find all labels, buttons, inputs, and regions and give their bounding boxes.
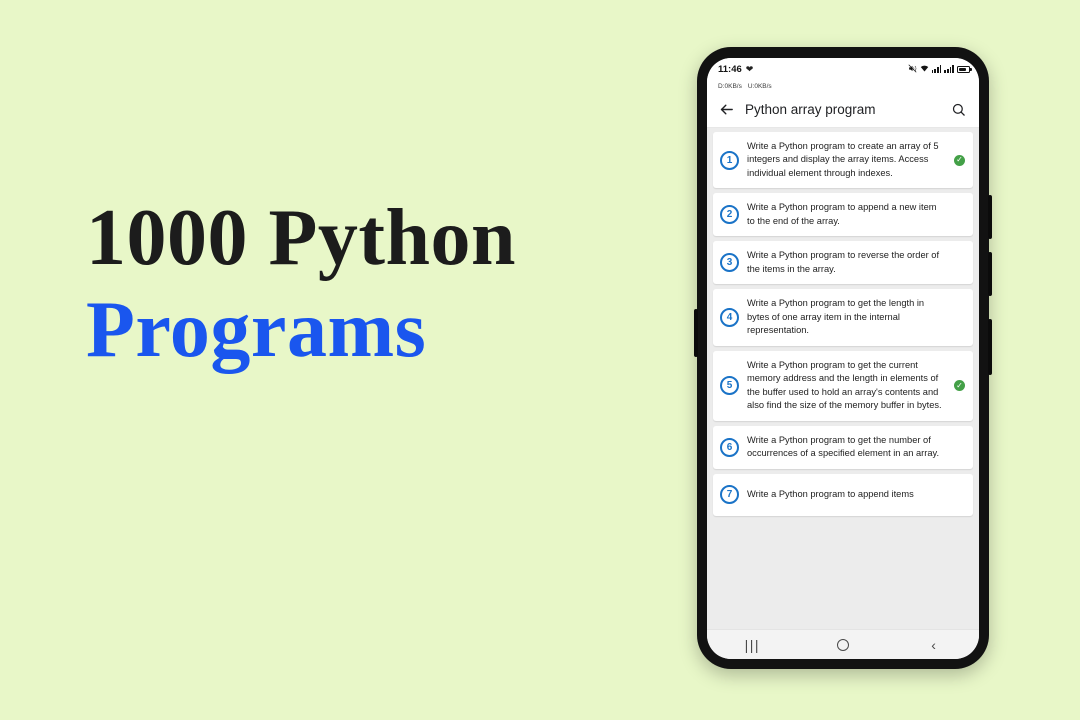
phone-screen: [707, 58, 979, 659]
item-text: Write a Python program to append a new item to the end of the array.: [747, 202, 937, 226]
item-text: Write a Python program to append items: [747, 488, 914, 499]
item-number: 2: [720, 205, 739, 224]
item-text: Write a Python program to get the number of occurrences of a specified element in an array.: [747, 434, 940, 459]
item-text: Write a Python program to get the current memory address and the length in elements of the buffer used to hold an array's contents and also find the size of the memory buffer in bytes.: [747, 359, 942, 411]
item-text: Write a Python program to create an array of 5 integers and display the array items. Access individual element through indexes.: [747, 141, 939, 178]
page-title: Python array program: [745, 102, 876, 117]
promo-headline-line1: 1000 Python: [86, 194, 516, 282]
download-rate: D:0KB/s: [718, 82, 742, 90]
home-circle-icon: [837, 639, 849, 651]
mute-icon: [908, 64, 917, 75]
left-side-button[interactable]: [694, 309, 698, 357]
list-item[interactable]: [713, 289, 973, 345]
home-button[interactable]: [823, 639, 863, 651]
signal-bars-icon-2: [944, 65, 954, 73]
android-nav-bar: [707, 629, 979, 659]
item-text: Write a Python program to reverse the order of the items in the array.: [747, 250, 940, 274]
recents-label: |||: [744, 636, 761, 653]
promo-headline-line2: Programs: [86, 286, 427, 374]
power-button[interactable]: [988, 319, 992, 375]
volume-up-button[interactable]: [988, 195, 992, 239]
search-icon[interactable]: [947, 99, 969, 121]
recents-button[interactable]: [732, 637, 772, 653]
back-chevron-icon: ‹: [931, 636, 936, 653]
heart-icon: ❤: [745, 63, 754, 74]
list-item[interactable]: [713, 426, 973, 469]
battery-icon: [957, 66, 970, 73]
signal-bars-icon: [932, 65, 942, 73]
item-number: 4: [720, 308, 739, 327]
network-rate-row: [707, 80, 979, 92]
list-item[interactable]: [713, 241, 973, 284]
wifi-icon: [920, 64, 929, 75]
list-item[interactable]: [713, 351, 973, 421]
list-item[interactable]: [713, 132, 973, 188]
app-bar: [707, 92, 979, 128]
item-number: 5: [720, 376, 739, 395]
completed-check-icon: ✓: [954, 380, 965, 391]
item-number: 3: [720, 253, 739, 272]
item-number: 6: [720, 438, 739, 457]
completed-check-icon: ✓: [954, 155, 965, 166]
status-bar: [707, 58, 979, 80]
promo-text-block: [86, 196, 646, 380]
volume-down-button[interactable]: [988, 252, 992, 296]
phone-mockup: [697, 47, 989, 669]
upload-rate: U:0KB/s: [747, 82, 772, 90]
back-button[interactable]: [914, 637, 954, 653]
status-clock: 11:46: [718, 63, 742, 75]
item-number: 7: [720, 485, 739, 504]
arrow-back-icon[interactable]: [715, 99, 737, 121]
program-list[interactable]: [707, 128, 979, 629]
item-text: Write a Python program to get the length in bytes of one array item in the internal representation.: [747, 298, 925, 336]
list-item[interactable]: [713, 474, 973, 516]
list-item[interactable]: [713, 193, 973, 236]
item-number: 1: [720, 151, 739, 170]
